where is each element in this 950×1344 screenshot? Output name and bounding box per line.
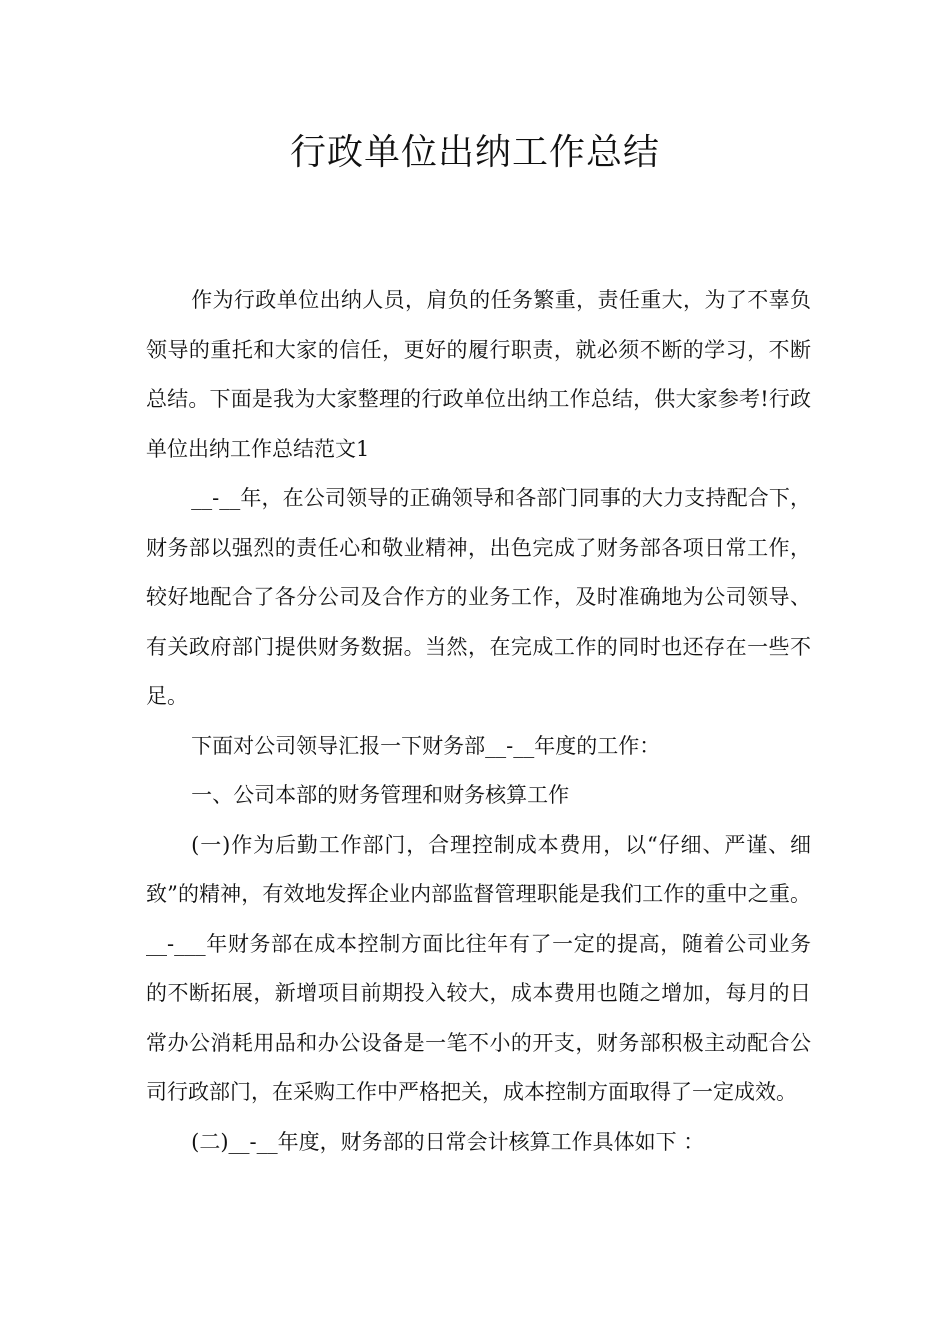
paragraph-report-lead: 下面对公司领导汇报一下财务部__-__年度的工作： — [191, 733, 661, 758]
document-body — [146, 276, 811, 1167]
document-title: 行政单位出纳工作总结 — [289, 132, 660, 173]
paragraph-annual-overview: __-__年，在公司领导的正确领导和各部门同事的大力支持配合下，财务部以强烈的责任心和敬业精神，出色完成了财务部各项日常工作，较好地配合了各分公司及合作方的业务工作，及时准确地为公司领导、有关政府部门提供财务数据。当然，在完成工作的同时也还存在一些不足。 — [146, 486, 811, 708]
paragraph-daily-accounting: (二)__-__年度，财务部的日常会计核算工作具体如下 ： — [191, 1129, 705, 1154]
paragraph-intro: 作为行政单位出纳人员，肩负的任务繁重，责任重大，为了不辜负领导的重托和大家的信任，更好的履行职责，就必须不断的学习，不断总结。下面是我为大家整理的行政单位出纳工作总结，供大家参考!行政单位出纳工作总结范文1 — [146, 288, 811, 461]
section-heading-1: 一、公司本部的财务管理和财务核算工作 — [191, 783, 570, 807]
paragraph-cost-control: (一)作为后勤工作部门，合理控制成本费用，以“仔细、严谨、细致”的精神，有效地发挥企业内部监督管理职能是我们工作的重中之重。__-___年财务部在成本控制方面比往年有了一定的提高，随着公司业务的不断拓展，新增项目前期投入较大，成本费用也随之增加，每月的日常办公消耗用品和办公设备是一笔不小的开支，财务部积极主动配合公司行政部门，在采购工作中严格把关，成本控制方面取得了一定成效。 — [146, 832, 811, 1104]
